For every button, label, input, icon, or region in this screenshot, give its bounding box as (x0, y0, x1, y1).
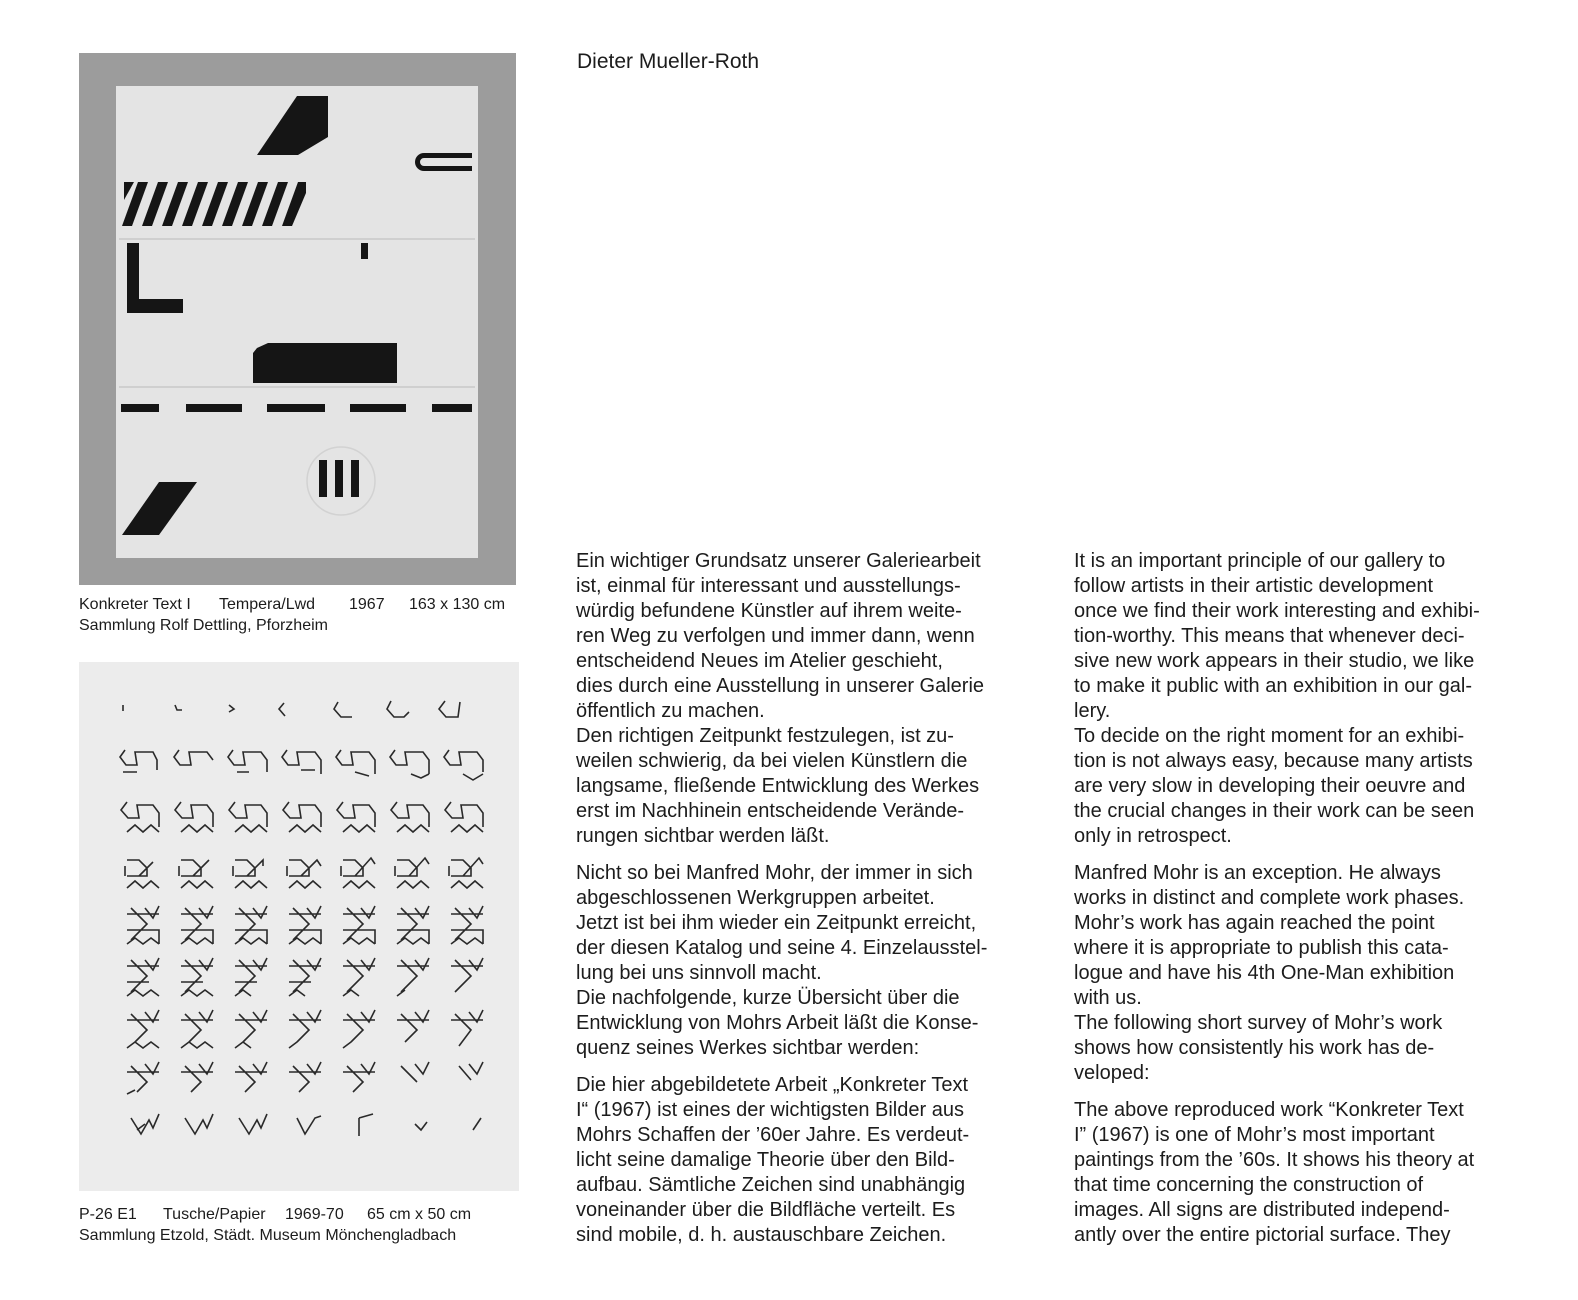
text-line: with us. (1074, 987, 1142, 1009)
german-paragraph-2 (576, 861, 1016, 1061)
text-line: follow artists in their artistic development (1074, 575, 1434, 597)
text-line: ren Weg zu verfolgen und immer dann, wenn (576, 625, 975, 647)
artwork1-year: 1967 (349, 596, 385, 613)
text-line: are very slow in developing their oeuvre and (1074, 775, 1466, 797)
text-line: dies durch eine Ausstellung in unserer Galerie (576, 675, 985, 697)
text-line: quenz seines Werkes sichtbar werden: (576, 1037, 920, 1059)
artwork2-collection: Sammlung Etzold, Städt. Museum Mönchengladbach (79, 1227, 457, 1244)
text-line: where it is appropriate to publish this cata- (1074, 937, 1449, 959)
text-line: Die hier abgebildetete Arbeit „Konkreter Text (576, 1074, 969, 1096)
artwork-p26-e1-image (79, 662, 519, 1191)
text-line: sind mobile, d. h. austauschbare Zeichen. (576, 1224, 947, 1246)
text-line: once we find their work interesting and exhibi- (1074, 600, 1480, 622)
german-paragraph-1 (576, 549, 1016, 849)
text-line: aufbau. Sämtliche Zeichen sind unabhängig (576, 1174, 966, 1196)
text-line: langsame, fließende Entwicklung des Werkes (576, 775, 980, 797)
text-line: I” (1967) is one of Mohr’s most important (1074, 1124, 1435, 1146)
artwork1-size: 163 x 130 cm (409, 596, 506, 613)
text-line: The above reproduced work “Konkreter Text (1074, 1099, 1464, 1121)
text-line: Mohrs Schaffen der ’60er Jahre. Es verdeut- (576, 1124, 970, 1146)
text-line: shows how consistently his work has de- (1074, 1037, 1435, 1059)
text-line: Jetzt ist bei ihm wieder ein Zeitpunkt erreicht, (576, 912, 977, 934)
artwork1-caption-line1 (79, 594, 505, 615)
text-line: To decide on the right moment for an exhibi- (1074, 725, 1465, 747)
text-line: to make it public with an exhibition in our gal- (1074, 675, 1472, 697)
text-line: Den richtigen Zeitpunkt festzulegen, ist zu- (576, 725, 954, 747)
text-line: only in retrospect. (1074, 825, 1232, 847)
text-line: veloped: (1074, 1062, 1150, 1084)
text-line: Entwicklung von Mohrs Arbeit läßt die Konse- (576, 1012, 979, 1034)
text-line: entscheidend Neues im Atelier geschieht, (576, 650, 943, 672)
text-line: paintings from the ’60s. It shows his theory at (1074, 1149, 1475, 1171)
text-line: images. All signs are distributed independ- (1074, 1199, 1450, 1221)
artwork-konkreter-text-image (79, 53, 516, 585)
text-line: der diesen Katalog und seine 4. Einzelausstel- (576, 937, 988, 959)
artwork2-year: 1969-70 (285, 1206, 344, 1223)
english-paragraph-3 (1074, 1098, 1514, 1248)
text-line: ist, einmal für interessant und ausstellungs- (576, 575, 961, 597)
text-line: rungen sichtbar werden läßt. (576, 825, 830, 847)
artwork1-title: Konkreter Text I (79, 596, 191, 613)
artwork2-title: P-26 E1 (79, 1206, 137, 1223)
text-line: antly over the entire pictorial surface. They (1074, 1224, 1451, 1246)
text-line: I“ (1967) ist eines der wichtigsten Bilder aus (576, 1099, 964, 1121)
text-line: works in distinct and complete work phases. (1074, 887, 1465, 909)
artwork2-medium: Tusche/Papier (163, 1206, 266, 1223)
english-paragraph-1 (1074, 549, 1514, 849)
artwork2-caption (79, 1204, 471, 1246)
artwork1-collection: Sammlung Rolf Dettling, Pforzheim (79, 617, 328, 634)
text-line: weilen schwierig, da bei vielen Künstlern die (576, 750, 968, 772)
artwork1-medium: Tempera/Lwd (219, 596, 316, 613)
text-line: licht seine damalige Theorie über den Bild- (576, 1149, 955, 1171)
text-line: Manfred Mohr is an exception. He always (1074, 862, 1441, 884)
text-line: tion is not always easy, because many artists (1074, 750, 1473, 772)
text-line: lery. (1074, 700, 1111, 722)
artwork2-caption-line1 (79, 1204, 471, 1225)
text-line: tion-worthy. This means that whenever deci- (1074, 625, 1465, 647)
text-line: that time concerning the construction of (1074, 1174, 1424, 1196)
text-line: öffentlich zu machen. (576, 700, 765, 722)
text-line: sive new work appears in their studio, we like (1074, 650, 1475, 672)
text-line: Mohr’s work has again reached the point (1074, 912, 1435, 934)
text-line: würdig befundene Künstler auf ihrem weite- (576, 600, 962, 622)
english-text-column (1074, 549, 1514, 1248)
german-paragraph-3 (576, 1073, 1016, 1248)
text-line: Die nachfolgende, kurze Übersicht über die (576, 987, 960, 1009)
text-line: lung bei uns sinnvoll macht. (576, 962, 822, 984)
text-line: logue and have his 4th One-Man exhibition (1074, 962, 1455, 984)
text-line: the crucial changes in their work can be seen (1074, 800, 1475, 822)
text-line: It is an important principle of our gallery to (1074, 550, 1446, 572)
artwork1-caption (79, 594, 505, 636)
german-text-column (576, 549, 1016, 1248)
text-line: The following short survey of Mohr’s work (1074, 1012, 1443, 1034)
text-line: Ein wichtiger Grundsatz unserer Galeriearbeit (576, 550, 981, 572)
author-name: Dieter Mueller-Roth (577, 50, 760, 73)
artwork2-size: 65 cm x 50 cm (367, 1206, 472, 1223)
english-paragraph-2 (1074, 861, 1514, 1086)
text-line: voneinander über die Bildfläche verteilt. Es (576, 1199, 956, 1221)
text-line: erst im Nachhinein entscheidende Verände- (576, 800, 965, 822)
text-line: abgeschlossenen Werkgruppen arbeitet. (576, 887, 935, 909)
text-line: Nicht so bei Manfred Mohr, der immer in sich (576, 862, 973, 884)
